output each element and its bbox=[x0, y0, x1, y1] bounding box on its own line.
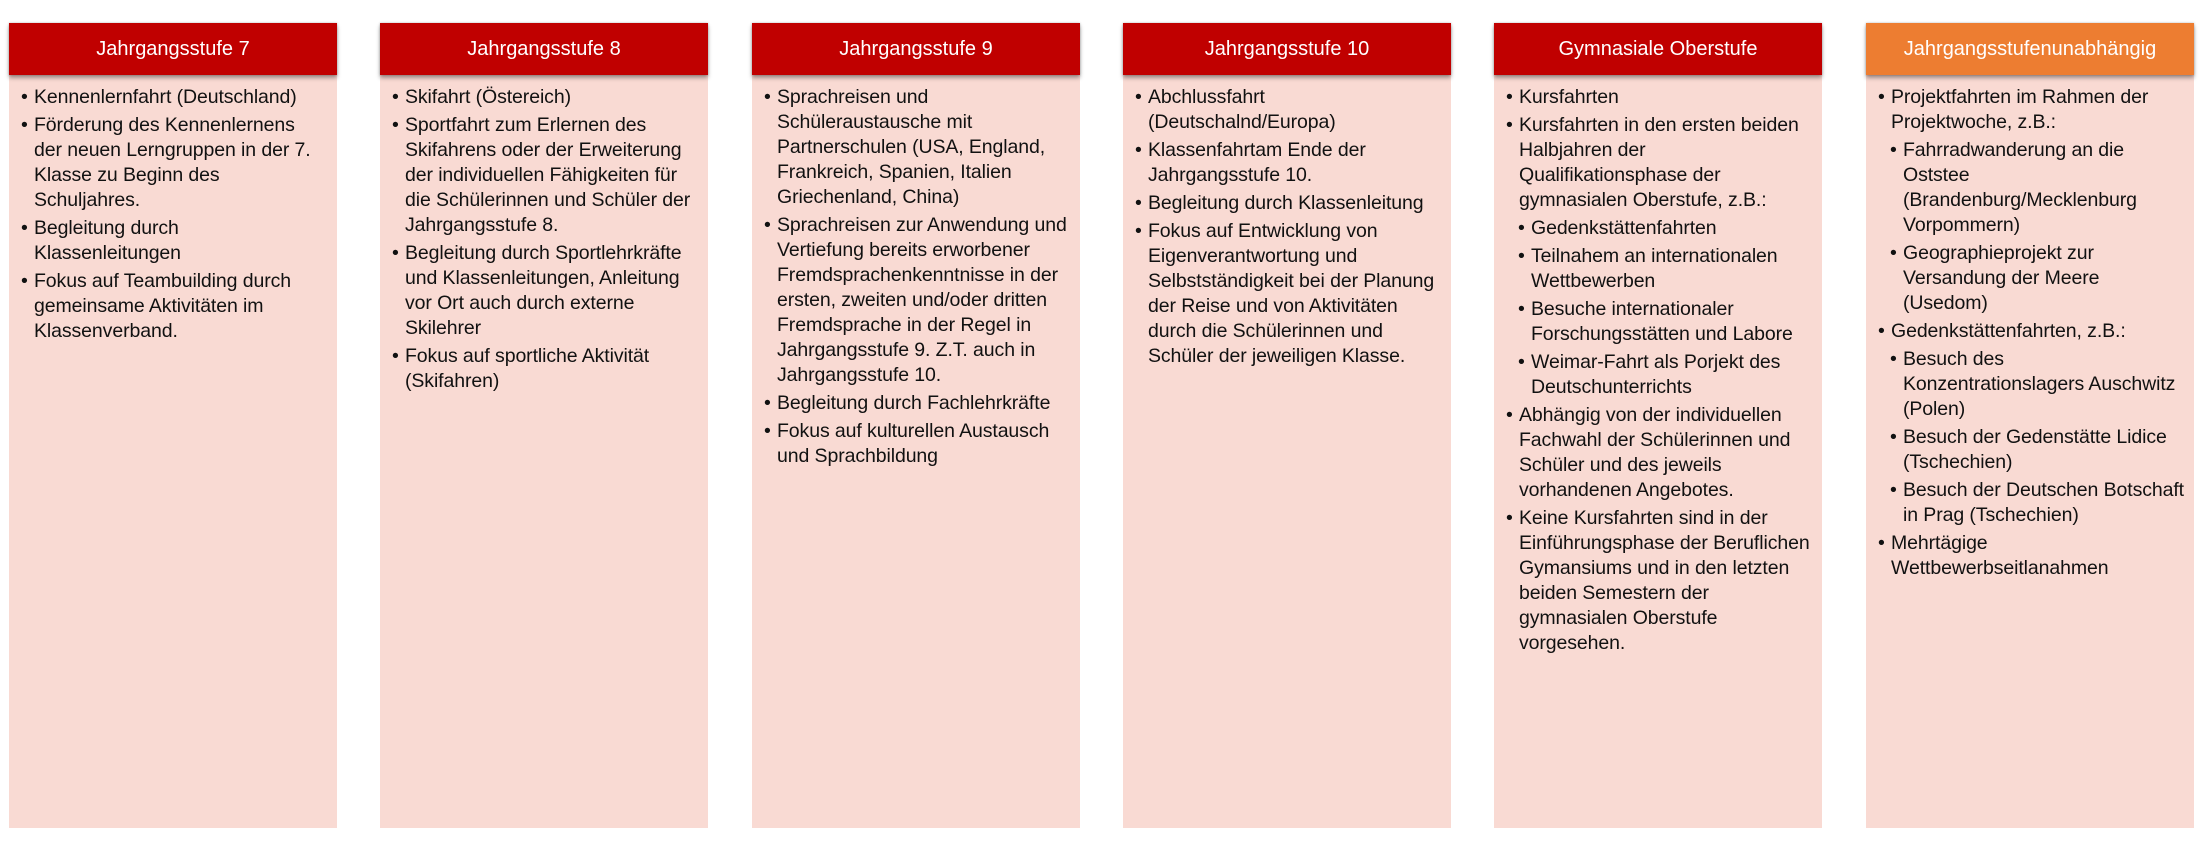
column-header: Jahrgangsstufe 8 bbox=[380, 23, 708, 75]
column-body bbox=[1494, 75, 1822, 828]
list-item: • Begleitung durch Klassenleitungen bbox=[21, 216, 327, 266]
list-item: • Fokus auf sportliche Aktivität (Skifahren) bbox=[392, 344, 698, 394]
sub-list-item: • Fahrradwanderung an die Oststee (Brandenburg/Mecklenburg Vorpommern) bbox=[1890, 138, 2184, 238]
list-item: • Sprachreisen zur Anwendung und Vertiefung bereits erworbener Fremdsprachenkenntnisse in der ersten, zweiten und/oder dritten Fremdsprache in der Regel in Jahrgangsstufe 9. Z.T. auch in Jahrgangsstufe 10. bbox=[764, 213, 1070, 388]
list-item: • Mehrtägige Wettbewerbseitlanahmen bbox=[1878, 531, 2184, 581]
list-item: • Abhängig von der individuellen Fachwahl der Schülerinnen und Schüler und des jeweils vorhandenen Angebotes. bbox=[1506, 403, 1812, 503]
list-item: • Keine Kursfahrten sind in der Einführungsphase der Beruflichen Gymansiums und in den letzten beiden Semestern der gymnasialen Oberstufe vorgesehen. bbox=[1506, 506, 1812, 656]
column-header: Jahrgangsstufe 7 bbox=[9, 23, 337, 75]
sub-list-item: • Teilnahem an internationalen Wettbewerben bbox=[1518, 244, 1812, 294]
sub-list-item: • Besuch der Gedenstätte Lidice (Tschechien) bbox=[1890, 425, 2184, 475]
bullet-list bbox=[21, 85, 327, 344]
column-body bbox=[1123, 75, 1451, 828]
column-jahrgangsstufenunabhaengig bbox=[1866, 23, 2194, 828]
sub-list-item: • Gedenkstättenfahrten bbox=[1518, 216, 1812, 241]
column-jahrgangsstufe-8 bbox=[380, 23, 708, 828]
list-item: • Förderung des Kennenlernens der neuen Lerngruppen in der 7. Klasse zu Beginn des Schuljahres. bbox=[21, 113, 327, 213]
sub-list-item: • Weimar-Fahrt als Porjekt des Deutschunterrichts bbox=[1518, 350, 1812, 400]
list-item: • Fokus auf Teambuilding durch gemeinsame Aktivitäten im Klassenverband. bbox=[21, 269, 327, 344]
sub-list-item: • Besuch des Konzentrationslagers Auschwitz (Polen) bbox=[1890, 347, 2184, 422]
list-item: • Projektfahrten im Rahmen der Projektwoche, z.B.: bbox=[1878, 85, 2184, 135]
list-item: • Begleitung durch Fachlehrkräfte bbox=[764, 391, 1070, 416]
list-item: • Sportfahrt zum Erlernen des Skifahrens oder der Erweiterung der individuellen Fähigkeiten für die Schülerinnen und Schüler der Jahrgangsstufe 8. bbox=[392, 113, 698, 238]
column-jahrgangsstufe-9 bbox=[752, 23, 1080, 828]
column-gymnasiale-oberstufe bbox=[1494, 23, 1822, 828]
list-item: • Kursfahrten in den ersten beiden Halbjahren der Qualifikationsphase der gymnasialen Oberstufe, z.B.: bbox=[1506, 113, 1812, 213]
list-item: • Fokus auf kulturellen Austausch und Sprachbildung bbox=[764, 419, 1070, 469]
list-item: • Fokus auf Entwicklung von Eigenverantwortung und Selbstständigkeit bei der Planung der Reise und von Aktivitäten durch die Schülerinnen und Schüler der jeweiligen Klasse. bbox=[1135, 219, 1441, 369]
list-item: • Klassenfahrtam Ende der Jahrgangsstufe 10. bbox=[1135, 138, 1441, 188]
column-header: Jahrgangsstufe 9 bbox=[752, 23, 1080, 75]
sub-list-item: • Geographieprojekt zur Versandung der Meere (Usedom) bbox=[1890, 241, 2184, 316]
sub-list-item: • Besuche internationaler Forschungsstätten und Labore bbox=[1518, 297, 1812, 347]
list-item: • Begleitung durch Klassenleitung bbox=[1135, 191, 1441, 216]
list-item: • Gedenkstättenfahrten, z.B.: bbox=[1878, 319, 2184, 344]
sub-list-item: • Besuch der Deutschen Botschaft in Prag (Tschechien) bbox=[1890, 478, 2184, 528]
list-item: • Sprachreisen und Schüleraustausche mit Partnerschulen (USA, England, Frankreich, Spanien, Italien Griechenland, China) bbox=[764, 85, 1070, 210]
bullet-list bbox=[1506, 85, 1812, 656]
list-item: • Kennenlernfahrt (Deutschland) bbox=[21, 85, 327, 110]
column-body bbox=[1866, 75, 2194, 828]
bullet-list bbox=[1135, 85, 1441, 369]
column-header: Jahrgangsstufe 10 bbox=[1123, 23, 1451, 75]
list-item: • Begleitung durch Sportlehrkräfte und Klassenleitungen, Anleitung vor Ort auch durch externe Skilehrer bbox=[392, 241, 698, 341]
column-jahrgangsstufe-10 bbox=[1123, 23, 1451, 828]
column-body bbox=[752, 75, 1080, 828]
list-item: • Skifahrt (Östereich) bbox=[392, 85, 698, 110]
column-header: Gymnasiale Oberstufe bbox=[1494, 23, 1822, 75]
list-item: • Abchlussfahrt (Deutschalnd/Europa) bbox=[1135, 85, 1441, 135]
bullet-list bbox=[1878, 85, 2184, 581]
column-body bbox=[380, 75, 708, 828]
list-item: • Kursfahrten bbox=[1506, 85, 1812, 110]
bullet-list bbox=[392, 85, 698, 394]
column-jahrgangsstufe-7 bbox=[9, 23, 337, 828]
column-body bbox=[9, 75, 337, 828]
column-header: Jahrgangsstufenunabhängig bbox=[1866, 23, 2194, 75]
bullet-list bbox=[764, 85, 1070, 469]
